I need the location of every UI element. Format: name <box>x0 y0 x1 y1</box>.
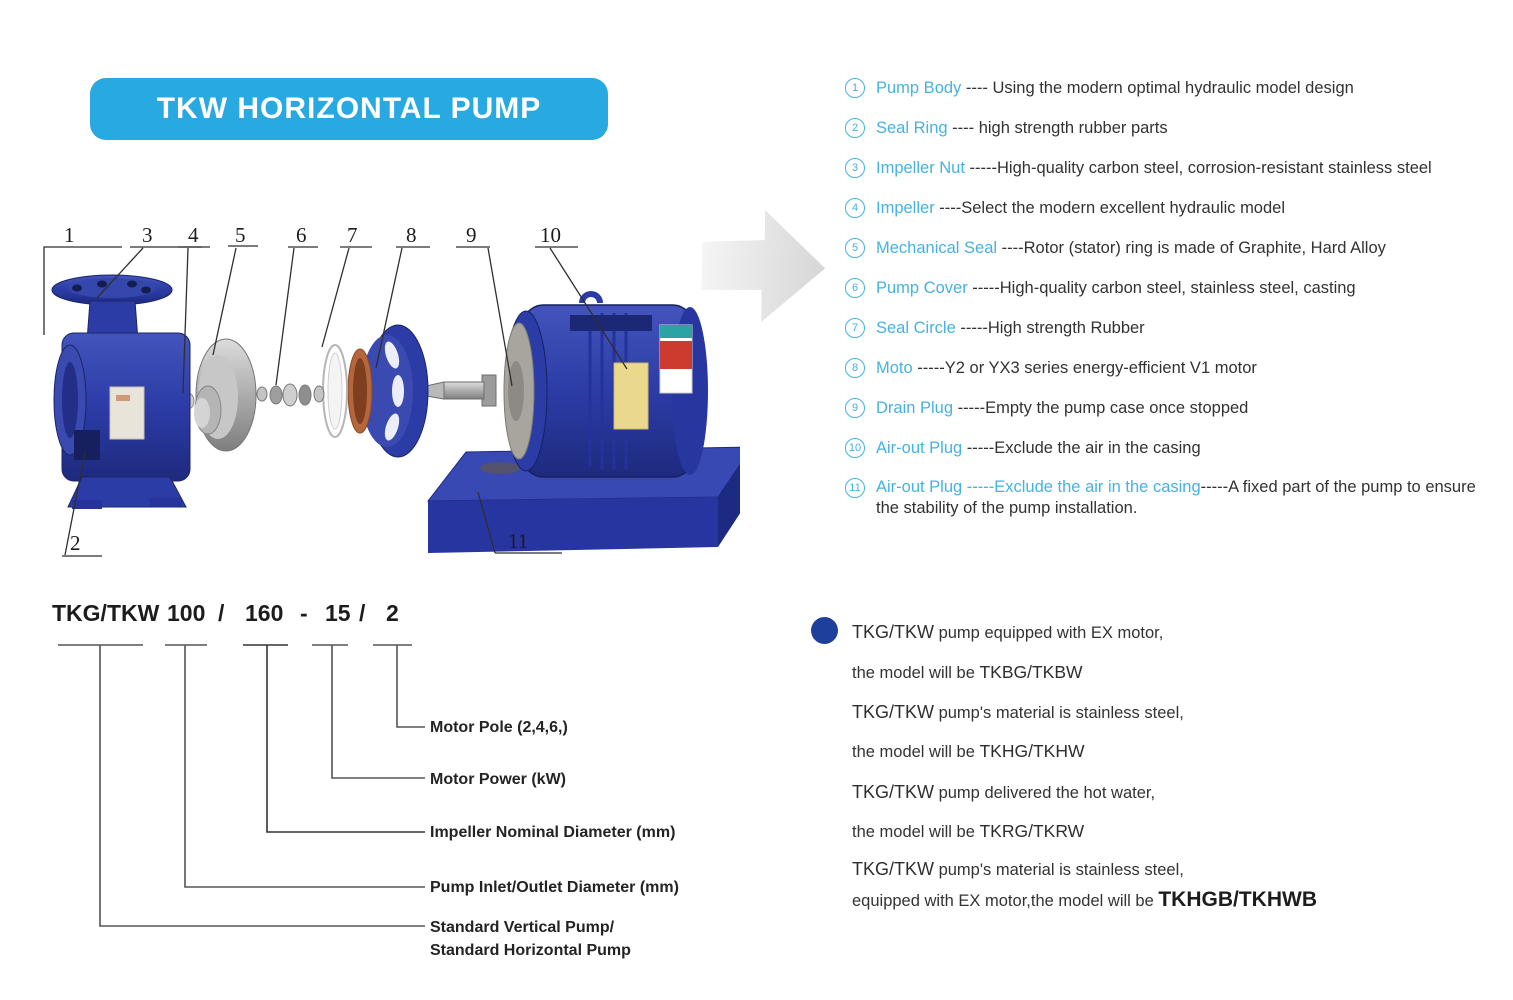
callout-8: 8 <box>406 223 417 247</box>
label-standard-line2: Standard Horizontal Pump <box>430 942 631 959</box>
item-number-badge: 11 <box>845 478 865 498</box>
part-name: Moto <box>876 358 913 377</box>
model-separator: / <box>359 600 366 626</box>
note-line: TKG/TKW pump equipped with EX motor, <box>852 622 1164 642</box>
part-name: Seal Circle <box>876 318 956 337</box>
callout-4: 4 <box>188 223 199 247</box>
callout-7: 7 <box>347 223 358 247</box>
part-name: Drain Plug <box>876 398 954 417</box>
part-name: Impeller Nut <box>876 158 965 177</box>
item-number-badge: 7 <box>845 318 865 338</box>
model-segment-impeller: 160 <box>245 600 284 626</box>
callout-11: 11 <box>508 529 529 553</box>
part-description: -----A fixed part of the pump to ensure the stability of the pump installation. <box>876 478 1476 517</box>
model-segment-inlet: 100 <box>167 600 206 626</box>
part-description: -----Empty the pump case once stopped <box>953 398 1249 417</box>
item-number-badge: 6 <box>845 278 865 298</box>
part-description: -----Y2 or YX3 series energy-efficient V1 motor <box>912 358 1257 377</box>
model-separator: - <box>300 600 308 626</box>
callout-1: 1 <box>64 223 75 247</box>
part-description: ----Rotor (stator) ring is made of Graphite, Hard Alloy <box>997 238 1386 257</box>
model-segment-pole: 2 <box>386 600 399 626</box>
item-number-badge: 1 <box>845 78 865 98</box>
part-name: Air-out Plug -----Exclude the air in the casing <box>876 478 1201 496</box>
part-name: Pump Body <box>876 78 962 97</box>
label-motor-pole: Motor Pole (2,4,6,) <box>430 719 568 736</box>
part-name: Air-out Plug <box>876 438 963 457</box>
callout-10: 10 <box>540 223 561 247</box>
part-name: Impeller <box>876 198 935 217</box>
note-line: TKG/TKW pump delivered the hot water, <box>852 782 1156 802</box>
label-inlet-outlet: Pump Inlet/Outlet Diameter (mm) <box>430 879 679 896</box>
part-description: ---- high strength rubber parts <box>947 118 1168 137</box>
label-motor-power: Motor Power (kW) <box>430 771 566 788</box>
part-description: -----High strength Rubber <box>955 318 1145 337</box>
note-line: TKG/TKW pump's material is stainless steel, <box>852 859 1184 879</box>
label-impeller-diameter: Impeller Nominal Diameter (mm) <box>430 824 676 841</box>
item-number-badge: 4 <box>845 198 865 218</box>
part-name: Pump Cover <box>876 278 968 297</box>
part-name: Seal Ring <box>876 118 948 137</box>
part-description: -----High-quality carbon steel, stainless steel, casting <box>967 278 1356 297</box>
note-line: the model will be TKRG/TKRW <box>852 821 1085 841</box>
part-description: -----High-quality carbon steel, corrosion-resistant stainless steel <box>964 158 1432 177</box>
part-description: ----Select the modern excellent hydraulic model <box>934 198 1286 217</box>
bullet-icon <box>811 617 838 644</box>
note-line: TKG/TKW pump's material is stainless steel, <box>852 702 1184 722</box>
item-number-badge: 10 <box>845 438 865 458</box>
callout-5: 5 <box>235 223 246 247</box>
part-name: Mechanical Seal <box>876 238 998 257</box>
item-number-badge: 3 <box>845 158 865 178</box>
part-description: ---- Using the modern optimal hydraulic model design <box>961 78 1354 97</box>
note-line: the model will be TKHG/TKHW <box>852 741 1085 761</box>
callout-3: 3 <box>142 223 153 247</box>
item-number-badge: 2 <box>845 118 865 138</box>
note-line: the model will be TKBG/TKBW <box>852 662 1083 682</box>
callout-2: 2 <box>70 531 81 555</box>
callout-6: 6 <box>296 223 307 247</box>
model-segment-series: TKG/TKW <box>52 600 160 626</box>
part-description: -----Exclude the air in the casing <box>962 438 1201 457</box>
item-number-badge: 5 <box>845 238 865 258</box>
label-standard-line1: Standard Vertical Pump/ <box>430 919 615 936</box>
model-separator: / <box>218 600 225 626</box>
callout-9: 9 <box>466 223 477 247</box>
item-number-badge: 8 <box>845 358 865 378</box>
page-title: TKW HORIZONTAL PUMP <box>156 92 542 125</box>
item-number-badge: 9 <box>845 398 865 418</box>
note-line: equipped with EX motor,the model will be TKHGB/TKHWB <box>852 888 1317 911</box>
model-segment-power: 15 <box>325 600 351 626</box>
